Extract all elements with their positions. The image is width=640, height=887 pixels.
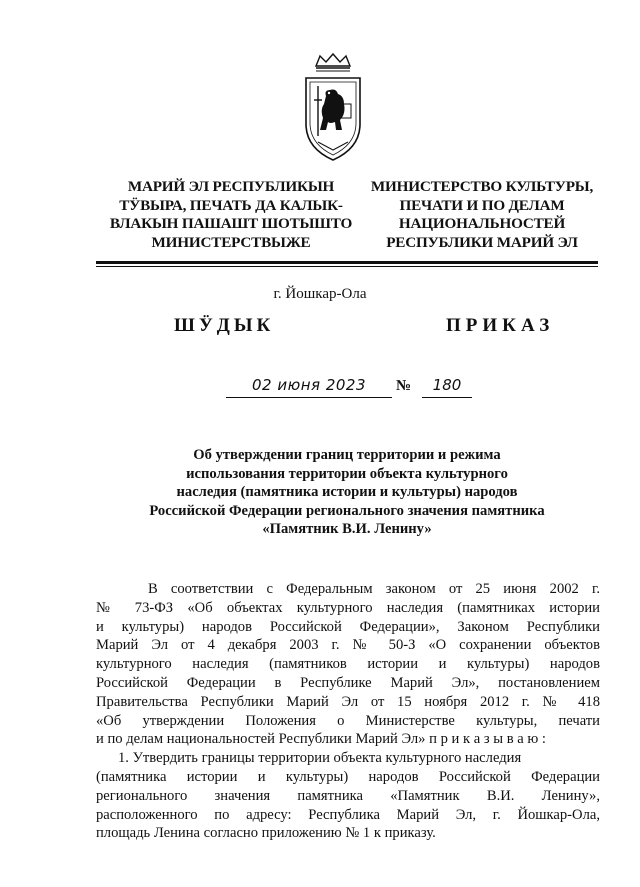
body-line: Правительства Республики Марий Эл от 15 ноября 2012 г. № 418 — [96, 693, 600, 710]
body-line: расположенного по адресу: Республика Марий Эл, г. Йошкар-Ола, — [96, 806, 600, 823]
order-number-handwritten: 180 — [432, 376, 462, 394]
ministry-name-mari — [96, 178, 366, 252]
title-line: использования территории объекта культурного — [186, 465, 508, 482]
order-date-handwritten: 02 июня 2023 — [251, 376, 366, 394]
header-line: МИНИСТЕРСТВЫЖЕ — [151, 233, 311, 251]
ministry-name-russian — [364, 178, 600, 252]
body-line: культурного наследия (памятников истории и культуры) народов — [96, 656, 600, 673]
number-underline — [422, 397, 472, 398]
header-line: НАЦИОНАЛЬНОСТЕЙ — [398, 215, 566, 232]
body-line: и культуры) народов Российской Федерации», Законом Республики — [96, 618, 600, 635]
body-line: Российской Федерации в Республике Марий Эл», постановлением — [96, 674, 600, 691]
republic-coat-of-arms-icon — [296, 52, 370, 170]
date-underline — [226, 397, 392, 398]
city-name: г. Йошкар-Ола — [273, 286, 367, 302]
order-label-mari: ШӰДЫК — [174, 315, 275, 336]
header-divider-thick — [96, 261, 598, 264]
title-line: Российской Федерации регионального значения памятника — [149, 502, 545, 519]
order-label-russian: ПРИКАЗ — [446, 315, 555, 336]
body-line: 1. Утвердить границы территории объекта культурного наследия — [118, 750, 522, 767]
header-line: ВЛАКЫН ПАШАШТ ШОТЫШТО — [109, 215, 353, 232]
body-line: площадь Ленина согласно приложению № 1 к приказу. — [96, 825, 436, 842]
header-divider-thin — [96, 266, 598, 267]
body-line: Марий Эл от 4 декабря 2003 г. № 50-З «О сохранении объектов — [96, 637, 600, 654]
body-line: «Об утверждении Положения о Министерстве культуры, печати — [96, 712, 600, 729]
title-line: Об утверждении границ территории и режима — [193, 447, 501, 463]
number-sign: № — [396, 378, 412, 394]
order-date-number-row — [226, 376, 486, 402]
order-body — [96, 580, 600, 843]
title-line: «Памятник В.И. Ленину» — [262, 521, 432, 538]
order-title — [96, 446, 598, 539]
body-line: № 73-ФЗ «Об объектах культурного наследия (памятниках истории — [96, 599, 600, 616]
body-line: (памятника истории и культуры) народов Российской Федерации — [96, 768, 600, 785]
header-line: ТӰВЫРА, ПЕЧАТЬ ДА КАЛЫК- — [119, 196, 343, 214]
header-line: МИНИСТЕРСТВО КУЛЬТУРЫ, — [370, 178, 594, 195]
body-line: регионального значения памятника «Памятник В.И. Ленину», — [96, 787, 600, 804]
header-line: РЕСПУБЛИКИ МАРИЙ ЭЛ — [386, 233, 578, 251]
title-line: наследия (памятника истории и культуры) народов — [176, 484, 518, 501]
header-line: МАРИЙ ЭЛ РЕСПУБЛИКЫН — [127, 178, 335, 195]
body-line: и по делам национальностей Республики Марий Эл» п р и к а з ы в а ю : — [96, 731, 546, 748]
body-line: В соответствии с Федеральным законом от 25 июня 2002 г. — [148, 581, 600, 597]
header-line: ПЕЧАТИ И ПО ДЕЛАМ — [399, 196, 565, 214]
